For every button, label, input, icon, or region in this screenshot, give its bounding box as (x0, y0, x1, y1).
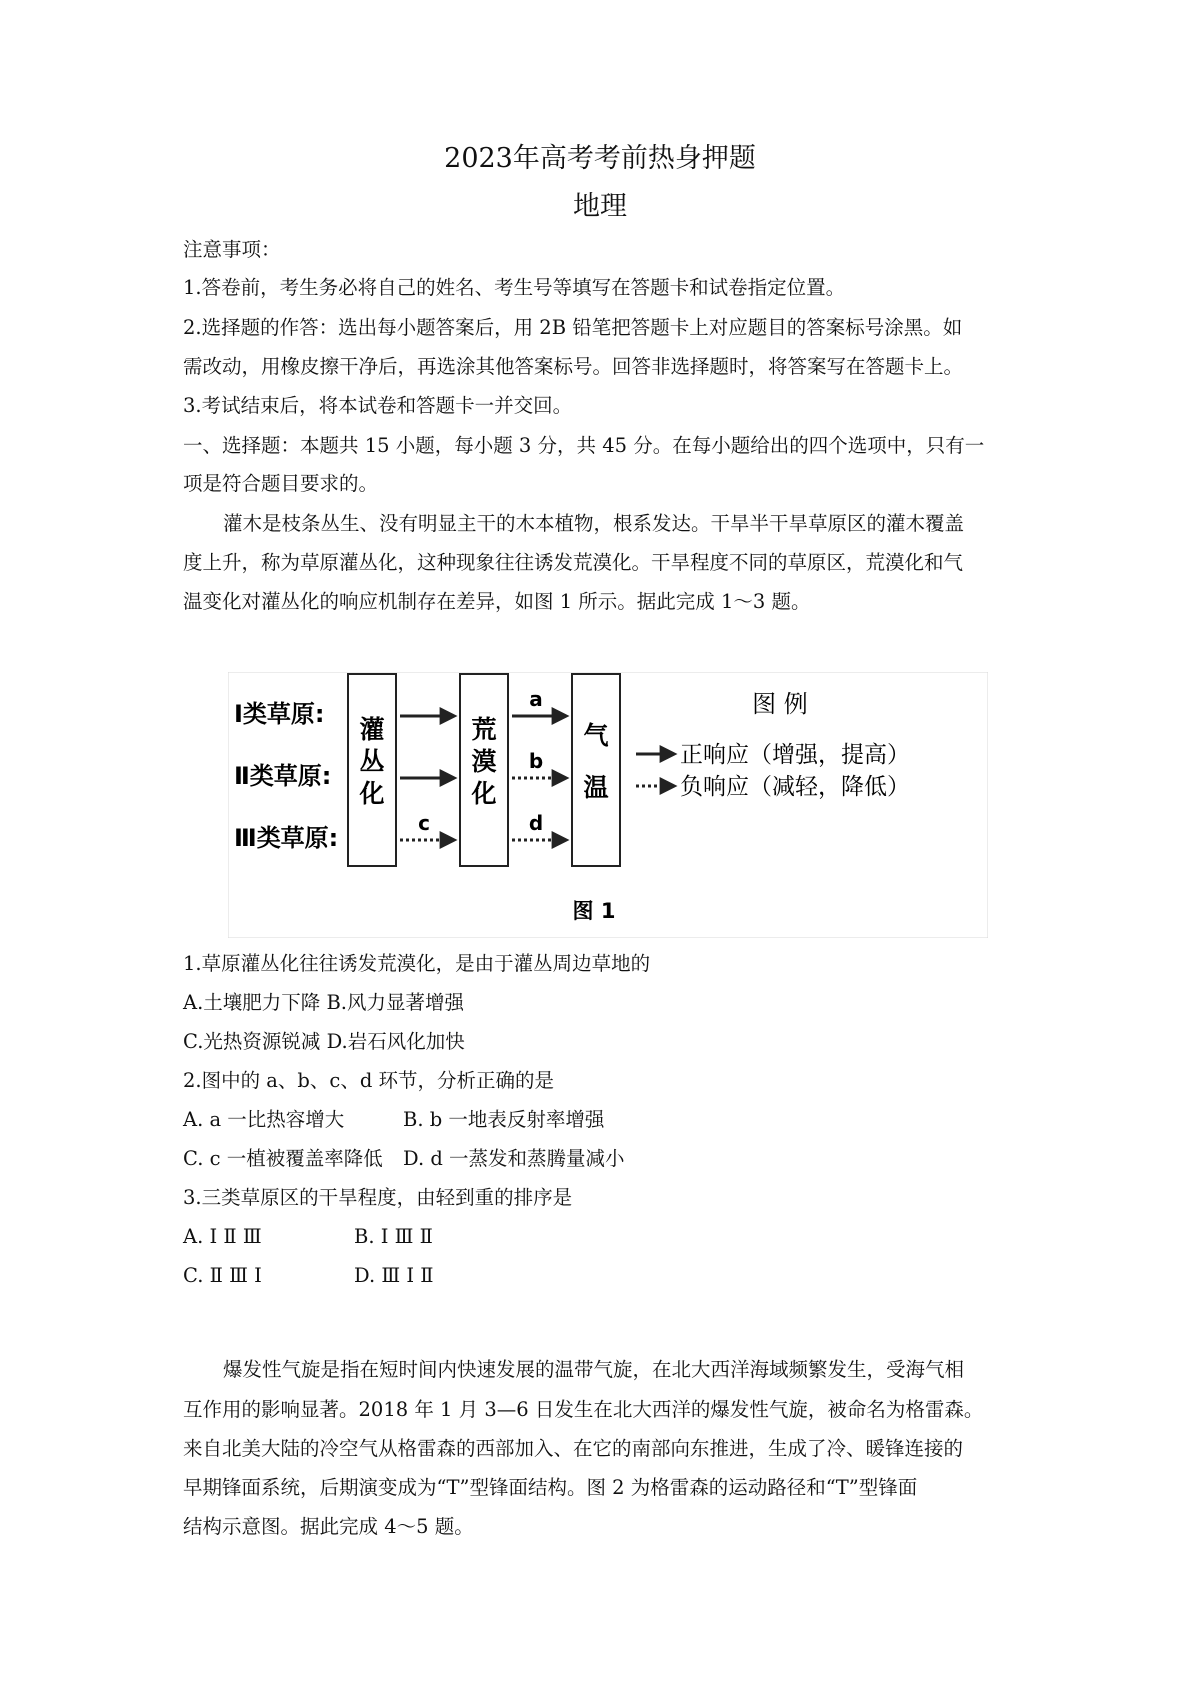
legend-negative-label: 负响应（减轻，降低） (680, 774, 910, 800)
question-2-option-d: D. d 一蒸发和蒸腾量减小 (403, 1147, 625, 1170)
passage-line: 早期锋面系统，后期演变成为“T”型锋面结构。图 2 为格雷森的运动路径和“T”型锋面 (183, 1476, 918, 1499)
box1-char: 灌 (359, 715, 385, 744)
box3-char: 温 (583, 773, 609, 802)
passage-line: 灌木是枝条丛生、没有明显主干的木本植物，根系发达。干旱半干旱草原区的灌木覆盖 (223, 512, 965, 535)
box1-char: 化 (359, 779, 385, 808)
section-heading: 一、选择题：本题共 15 小题，每小题 3 分，共 45 分。在每小题给出的四个选项中，只有一 (183, 434, 985, 457)
figure-1-diagram (228, 672, 988, 938)
passage-line: 温变化对灌丛化的响应机制存在差异，如图 1 所示。据此完成 1～3 题。 (183, 590, 811, 613)
notice-item: 需改动，用橡皮擦干净后，再选涂其他答案标号。回答非选择题时，将答案写在答题卡上。 (183, 355, 964, 378)
temperature-box (572, 674, 620, 866)
passage-line: 度上升，称为草原灌丛化，这种现象往往诱发荒漠化。干旱程度不同的草原区，荒漠化和气 (183, 551, 964, 574)
question-1-stem: 1.草原灌丛化往往诱发荒漠化，是由于灌丛周边草地的 (183, 952, 651, 975)
question-3-option-a: A. Ⅰ Ⅱ Ⅲ (183, 1225, 262, 1248)
question-3-option-b: B. Ⅰ Ⅲ Ⅱ (354, 1225, 433, 1248)
notice-item: 3.考试结束后，将本试卷和答题卡一并交回。 (183, 394, 573, 417)
passage-line: 来自北美大陆的冷空气从格雷森的西部加入、在它的南部向东推进，生成了冷、暖锋连接的 (183, 1437, 964, 1460)
legend-positive-label: 正响应（增强，提高） (680, 742, 910, 768)
box3-char: 气 (583, 721, 609, 750)
arrow-label-b: b (528, 749, 544, 773)
notice-item: 2.选择题的作答：选出每小题答案后，用 2B 铅笔把答题卡上对应题目的答案标号涂黑。如 (183, 316, 963, 339)
box2-char: 荒 (471, 715, 497, 744)
arrow-label-d: d (528, 811, 544, 835)
row-label-grassland-3: Ⅲ类草原: (234, 824, 339, 852)
question-2-option-b: B. b 一地表反射率增强 (403, 1108, 605, 1131)
figure-caption: 图 1 (572, 899, 616, 923)
question-2-option-a: A. a 一比热容增大 (183, 1108, 345, 1131)
subject-title: 地理 (573, 191, 627, 222)
exam-title: 2023年高考考前热身押题 (444, 143, 756, 174)
passage-line: 结构示意图。据此完成 4～5 题。 (183, 1515, 474, 1538)
notice-item: 1.答卷前，考生务必将自己的姓名、考生号等填写在答题卡和试卷指定位置。 (183, 276, 846, 299)
question-2-stem: 2.图中的 a、b、c、d 环节，分析正确的是 (183, 1069, 555, 1092)
arrow-label-c: c (418, 811, 430, 835)
notice-heading: 注意事项： (183, 238, 281, 261)
legend-title: 图 例 (752, 690, 808, 718)
question-1-options: A.土壤肥力下降 B.风力显著增强 (183, 991, 465, 1014)
question-1-options: C.光热资源锐减 D.岩石风化加快 (183, 1030, 465, 1053)
passage-line: 爆发性气旋是指在短时间内快速发展的温带气旋，在北大西洋海域频繁发生，受海气相 (223, 1358, 965, 1381)
box2-char: 化 (471, 779, 497, 808)
row-label-grassland-1: Ⅰ类草原: (234, 700, 325, 728)
question-2-option-c: C. c 一植被覆盖率降低 (183, 1147, 383, 1170)
question-3-option-c: C. Ⅱ Ⅲ Ⅰ (183, 1264, 262, 1287)
question-3-stem: 3.三类草原区的干旱程度，由轻到重的排序是 (183, 1186, 573, 1209)
box2-char: 漠 (471, 747, 497, 776)
section-heading-cont: 项是符合题目要求的。 (183, 472, 379, 495)
question-3-option-d: D. Ⅲ Ⅰ Ⅱ (354, 1264, 434, 1287)
row-label-grassland-2: Ⅱ类草原: (234, 762, 332, 790)
arrow-label-a: a (529, 687, 543, 711)
box1-char: 丛 (359, 747, 385, 776)
passage-line: 互作用的影响显著。2018 年 1 月 3—6 日发生在北大西洋的爆发性气旋，被命名为格雷森。 (183, 1398, 984, 1421)
